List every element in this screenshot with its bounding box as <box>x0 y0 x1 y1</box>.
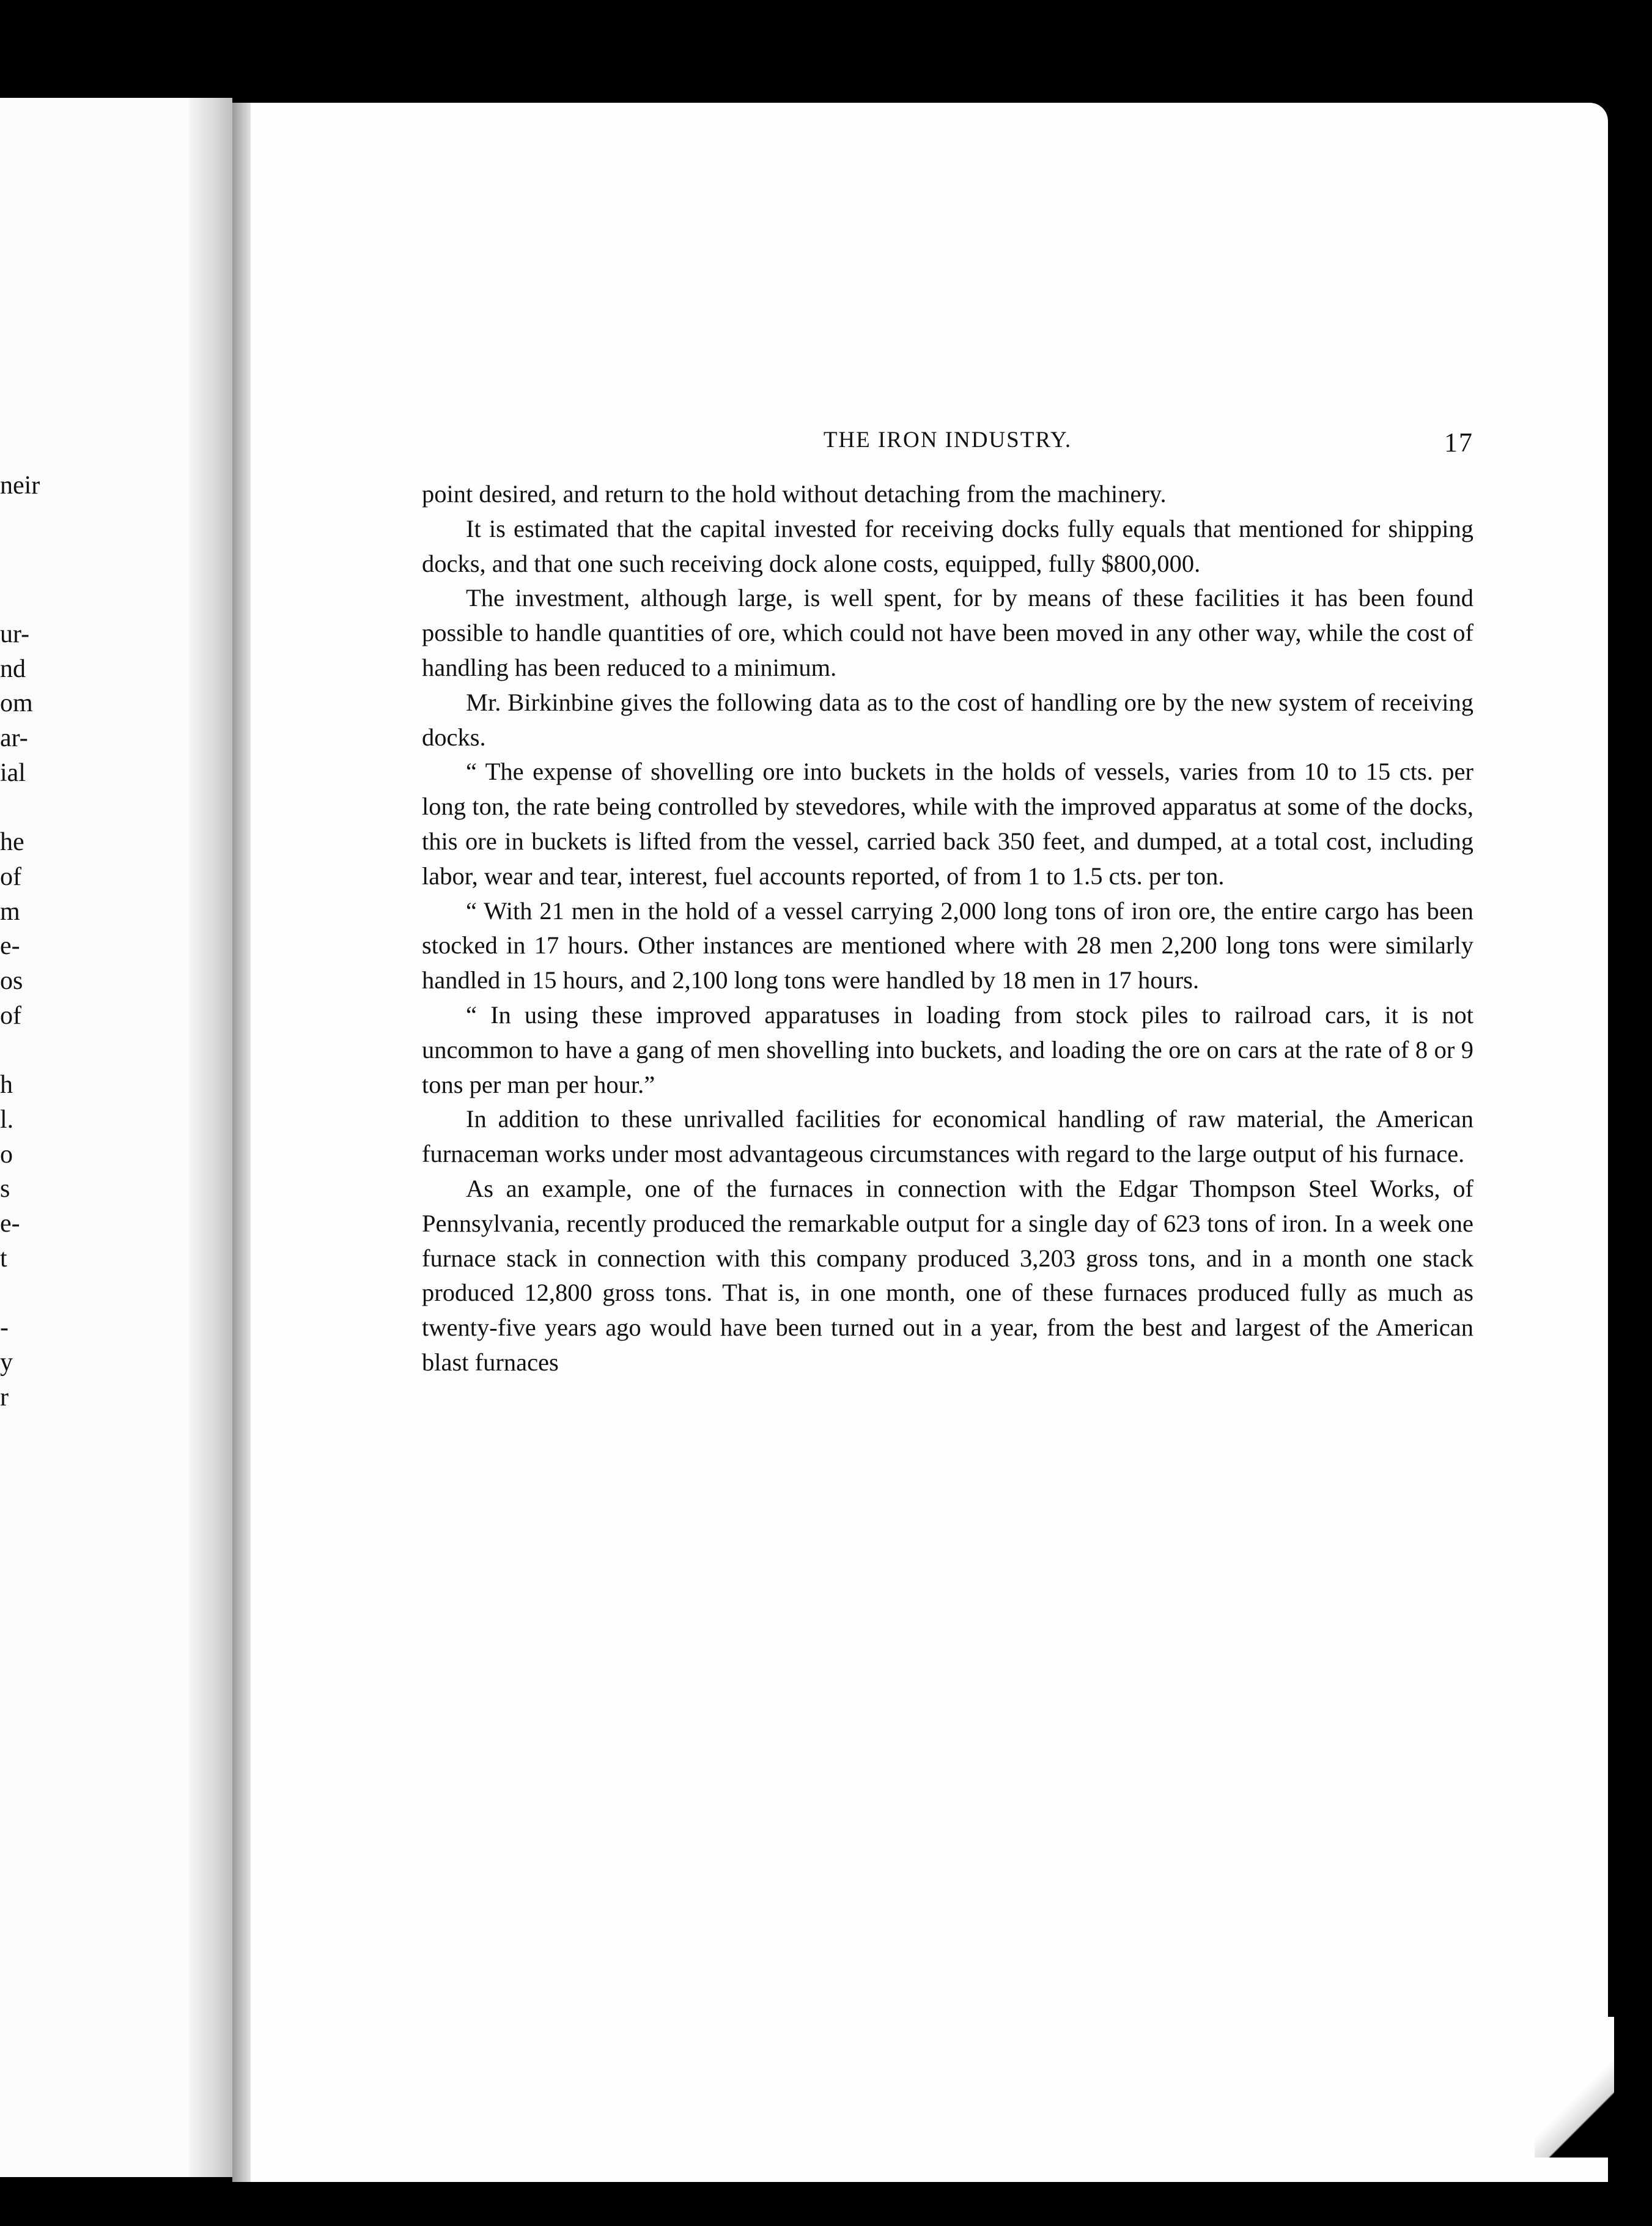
left-page-fragment: r <box>0 1383 9 1411</box>
left-page-fragment: - <box>0 1314 9 1342</box>
left-page-fragment: l. <box>0 1106 14 1134</box>
left-page-fragment: nd <box>0 655 26 683</box>
left-page-fragment: neir <box>0 471 40 500</box>
page-corner-curl <box>1535 2017 1614 2158</box>
paragraph: As an example, one of the furnaces in connection with the Edgar Thompson Steel Works, of Pennsylvania, recently produced the remarkable output for a single day of 623 tons of iron. In a week one furnace stack in connection with this company produced 3,203 gross tons, and in a month one stack produced 12,800 gross tons. That is, in one month, one of these furnaces produced fully as much as twenty-five years ago would have been turned out in a year, from the best and largest of the American blast furnaces <box>422 1174 1473 1376</box>
previous-page-edge <box>0 98 232 2177</box>
paragraph: point desired, and return to the hold without detaching from the machinery. <box>422 480 1167 508</box>
left-page-fragment: of <box>0 863 21 891</box>
running-head <box>422 427 1473 464</box>
left-page-fragment: of <box>0 1002 21 1030</box>
paragraph: “ In using these improved apparatuses in loading from stock piles to railroad cars, it is not uncommon to have a gang of men shovelling into buckets, and loading the ore on cars at the rate of 8 or 9 tons per man per hour.” <box>422 1000 1473 1098</box>
left-page-fragment: he <box>0 828 24 856</box>
paragraph: “ With 21 men in the hold of a vessel carrying 2,000 long tons of iron ore, the entire cargo has been stocked in 17 hours. Other instances are mentioned where with 28 men 2,200 long tons were similarly handled in 15 hours, and 2,100 long tons were handled by 18 men in 17 hours. <box>422 897 1473 994</box>
book-gutter-shadow <box>190 98 232 2177</box>
left-page-fragment: os <box>0 967 23 995</box>
paragraph: Mr. Birkinbine gives the following data as to the cost of handling ore by the new system of receiving docks. <box>422 688 1473 751</box>
left-page-fragment: om <box>0 689 33 717</box>
paragraph: The investment, although large, is well spent, for by means of these facilities it has been found possible to handle quantities of ore, which could not have been moved in any other way, while the cost of handling has been reduced to a minimum. <box>422 584 1473 681</box>
running-head-title: THE IRON INDUSTRY. <box>823 427 1072 453</box>
left-page-fragment: e- <box>0 1210 20 1238</box>
left-page-fragment: ur- <box>0 620 30 648</box>
left-page-fragment: h <box>0 1071 13 1099</box>
left-page-fragment: e- <box>0 932 20 960</box>
book-page <box>232 103 1608 2182</box>
left-page-fragment: y <box>0 1348 13 1377</box>
page-number: 17 <box>1444 427 1473 457</box>
left-page-fragment: o <box>0 1141 13 1169</box>
left-page-fragment: t <box>0 1244 7 1273</box>
left-page-fragment: m <box>0 898 20 926</box>
left-page-fragment: ial <box>0 759 26 787</box>
paragraph: In addition to these unrivalled facilities for economical handling of raw material, the American furnaceman works under most advantageous circumstances with regard to the large output of his furnace. <box>422 1105 1473 1168</box>
page-spine-shadow <box>232 103 251 2182</box>
body-text <box>422 477 1473 1380</box>
paragraph: “ The expense of shovelling ore into buckets in the holds of vessels, varies from 10 to 15 cts. per long ton, the rate being controlled by stevedores, while with the improved apparatus at some of the docks, this ore in buckets is lifted from the vessel, carried back 350 feet, and dumped, at a total cost, including labor, wear and tear, interest, fuel accounts reported, of from 1 to 1.5 cts. per ton. <box>422 758 1473 890</box>
paragraph: It is estimated that the capital invested for receiving docks fully equals that mentioned for shipping docks, and that one such receiving dock alone costs, equipped, fully $800,000. <box>422 514 1473 577</box>
left-page-fragment: s <box>0 1175 10 1203</box>
left-page-fragment: ar- <box>0 724 28 752</box>
